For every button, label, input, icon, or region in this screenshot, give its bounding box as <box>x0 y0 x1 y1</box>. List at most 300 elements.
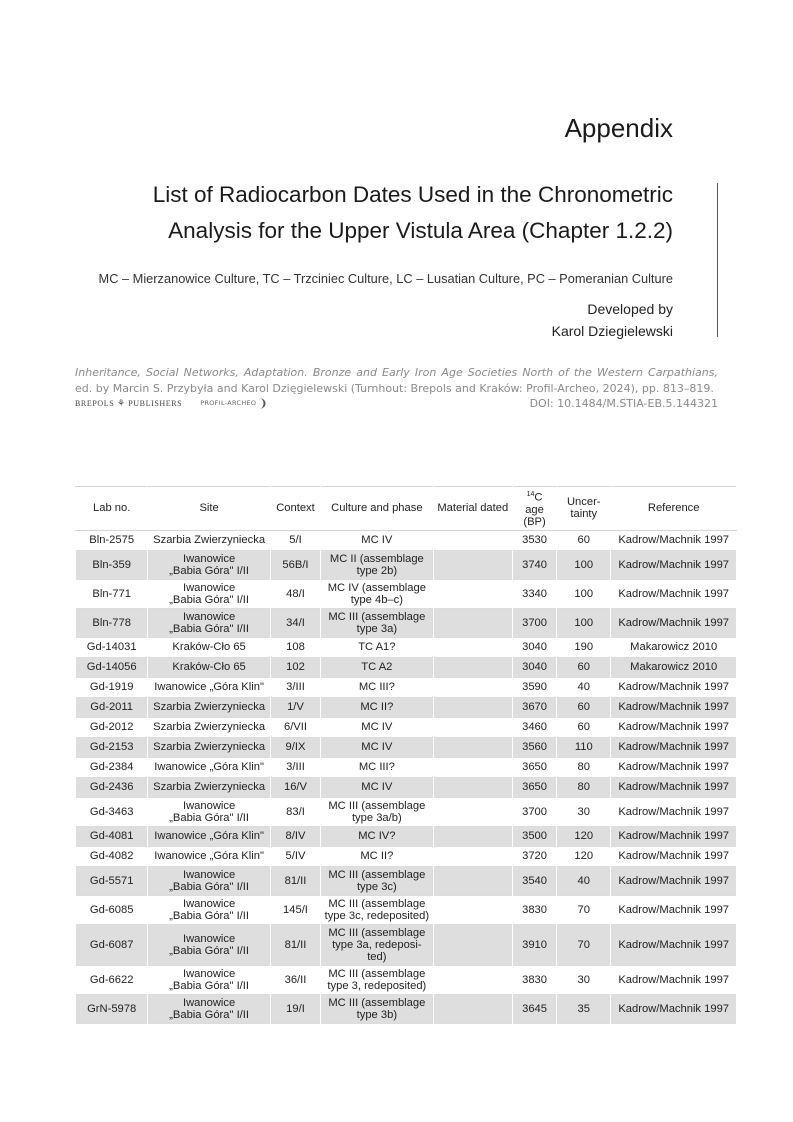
cell-lab-no <box>76 895 148 924</box>
cell-culture-phase-line: MC IV <box>361 781 393 794</box>
cell-site-line: „Babia Góra" I/II <box>169 944 250 957</box>
cell-context-line: 108 <box>286 641 305 654</box>
cell-material-dated <box>433 677 512 697</box>
cell-context <box>270 826 320 846</box>
cell-reference <box>611 608 737 637</box>
table-row <box>76 657 737 677</box>
cell-culture-phase <box>321 608 434 637</box>
cell-lab-no-line: Bln-771 <box>92 587 131 600</box>
cell-culture-phase-line: MC III (assemblage <box>328 996 426 1009</box>
cell-context-line: 145/I <box>283 903 308 916</box>
cell-lab-no <box>76 777 148 797</box>
cell-c14-age-line: 3500 <box>522 830 547 843</box>
cell-material-dated <box>433 826 512 846</box>
cell-culture-phase-line: type 4b–c) <box>350 593 403 606</box>
cell-material-dated <box>433 994 512 1023</box>
cell-lab-no <box>76 579 148 608</box>
citation-block <box>75 365 718 412</box>
profil-archeo-name: PROFIL-ARCHEO <box>200 399 257 407</box>
cell-c14-age <box>512 657 556 677</box>
cell-context <box>270 550 320 579</box>
cell-uncertainty <box>557 846 611 866</box>
cell-context <box>270 777 320 797</box>
cell-culture-phase-line: type 3c) <box>356 880 397 893</box>
cell-culture-phase-line: MC III (assemblage <box>328 897 426 910</box>
cell-uncertainty <box>557 697 611 717</box>
cell-culture-phase <box>321 717 434 737</box>
cell-lab-no-line: Gd-6087 <box>89 938 134 951</box>
cell-site-line: Iwanowice <box>182 996 236 1009</box>
table-row <box>76 846 737 866</box>
cell-uncertainty-line: 30 <box>577 805 590 818</box>
cell-site-line: „Babia Góra" I/II <box>169 593 250 606</box>
cell-uncertainty <box>557 757 611 777</box>
cell-culture-phase-line: MC III (assemblage <box>328 799 426 812</box>
cell-context <box>270 717 320 737</box>
cell-uncertainty <box>557 777 611 797</box>
table-row <box>76 826 737 846</box>
cell-culture-phase <box>321 677 434 697</box>
cell-uncertainty <box>557 579 611 608</box>
cell-culture-phase <box>321 895 434 924</box>
abbreviations-note: MC – Mierzanowice Culture, TC – Trzciniec Culture, LC – Lusatian Culture, PC – Pomeranian Culture <box>98 271 673 286</box>
cell-c14-age <box>512 994 556 1023</box>
cell-c14-age <box>512 579 556 608</box>
cell-material-dated <box>433 895 512 924</box>
cell-reference <box>611 737 737 757</box>
cell-site-line: Kraków-Cło 65 <box>172 641 246 654</box>
cell-site <box>148 530 271 550</box>
cell-culture-phase-line: MC IV? <box>358 830 396 843</box>
cell-c14-age <box>512 608 556 637</box>
cell-site-line: Iwanowice <box>182 868 236 881</box>
cell-reference <box>611 924 737 965</box>
table-row <box>76 677 737 697</box>
cell-site <box>148 608 271 637</box>
cell-site <box>148 994 271 1023</box>
cell-c14-age <box>512 677 556 697</box>
cell-context <box>270 737 320 757</box>
cell-reference-line: Kadrow/Machnik 1997 <box>618 830 730 843</box>
cell-context <box>270 637 320 657</box>
cell-c14-age-line: 3340 <box>522 587 547 600</box>
cell-site <box>148 777 271 797</box>
cell-reference <box>611 826 737 846</box>
cell-site-line: Iwanowice <box>182 581 236 594</box>
cell-c14-age <box>512 797 556 826</box>
cell-material-dated <box>433 866 512 895</box>
cell-culture-phase-line: MC III? <box>358 761 395 774</box>
cell-site-line: „Babia Góra" I/II <box>169 622 250 635</box>
cell-uncertainty-line: 60 <box>577 661 590 674</box>
cell-site-line: Szarbia Zwierzyniecka <box>153 721 266 734</box>
cell-context <box>270 797 320 826</box>
cell-c14-age-line: 3700 <box>522 616 547 629</box>
cell-site-line: Iwanowice „Góra Klin" <box>154 681 264 694</box>
cell-reference <box>611 550 737 579</box>
header-uncertainty-line2: tainty <box>570 508 598 521</box>
cell-site-line: „Babia Góra" I/II <box>169 979 250 992</box>
cell-c14-age <box>512 737 556 757</box>
cell-site <box>148 924 271 965</box>
cell-uncertainty-line: 110 <box>574 741 593 754</box>
profil-archeo-emblem-icon: ❩ <box>258 397 268 410</box>
cell-lab-no-line: GrN-5978 <box>87 1002 137 1015</box>
cell-site <box>148 697 271 717</box>
cell-site-line: „Babia Góra" I/II <box>169 564 250 577</box>
cell-material-dated <box>433 757 512 777</box>
cell-site-line: „Babia Góra" I/II <box>169 880 250 893</box>
cell-lab-no-line: Gd-2011 <box>90 701 134 714</box>
cell-context-line: 3/III <box>286 761 305 774</box>
cell-reference-line: Kadrow/Machnik 1997 <box>618 903 730 916</box>
cell-lab-no <box>76 826 148 846</box>
cell-uncertainty-line: 190 <box>574 641 594 654</box>
cell-reference <box>611 757 737 777</box>
cell-reference-line: Kadrow/Machnik 1997 <box>618 973 730 986</box>
cell-lab-no-line: Bln-2575 <box>89 534 135 547</box>
cell-c14-age <box>512 550 556 579</box>
cell-material-dated <box>433 657 512 677</box>
table-row <box>76 797 737 826</box>
cell-site-line: Iwanowice <box>182 967 236 980</box>
cell-reference-line: Kadrow/Machnik 1997 <box>618 1002 730 1015</box>
profil-archeo-logo <box>200 396 268 412</box>
cell-lab-no-line: Gd-2153 <box>89 741 134 754</box>
cell-reference-line: Kadrow/Machnik 1997 <box>618 701 730 714</box>
cell-culture-phase-line: type 3, redeposited) <box>327 979 427 992</box>
cell-uncertainty-line: 70 <box>577 903 590 916</box>
cell-culture-phase <box>321 637 434 657</box>
cell-reference <box>611 717 737 737</box>
cell-context <box>270 866 320 895</box>
cell-reference <box>611 994 737 1023</box>
cell-uncertainty <box>557 994 611 1023</box>
cell-context <box>270 924 320 965</box>
table-row <box>76 737 737 757</box>
cell-material-dated <box>433 550 512 579</box>
cell-lab-no <box>76 757 148 777</box>
cell-culture-phase-line: TC A2 <box>361 661 393 674</box>
brepols-suffix: PUBLISHERS <box>128 399 183 408</box>
vertical-rule <box>717 183 718 337</box>
cell-uncertainty <box>557 550 611 579</box>
cell-material-dated <box>433 637 512 657</box>
cell-reference <box>611 866 737 895</box>
cell-reference <box>611 965 737 994</box>
cell-context-line: 16/V <box>283 781 307 794</box>
cell-lab-no <box>76 717 148 737</box>
cell-uncertainty-line: 40 <box>577 681 590 694</box>
cell-c14-age-line: 3645 <box>522 1002 547 1015</box>
cell-uncertainty-line: 120 <box>574 850 594 863</box>
cell-lab-no-line: Gd-2012 <box>89 721 134 734</box>
cell-site <box>148 895 271 924</box>
table-row <box>76 895 737 924</box>
header-culture-phase: Culture and phase <box>321 487 434 531</box>
cell-c14-age <box>512 717 556 737</box>
cell-culture-phase <box>321 924 434 965</box>
table-header <box>76 487 737 531</box>
cell-uncertainty <box>557 657 611 677</box>
cell-culture-phase <box>321 994 434 1023</box>
cell-site-line: Kraków-Cło 65 <box>172 661 246 674</box>
cell-site-line: „Babia Góra" I/II <box>169 909 250 922</box>
cell-culture-phase-line: type 3a) <box>356 622 398 635</box>
cell-material-dated <box>433 777 512 797</box>
cell-site <box>148 797 271 826</box>
header-lab-no: Lab no. <box>76 487 148 531</box>
cell-c14-age <box>512 637 556 657</box>
cell-reference-line: Kadrow/Machnik 1997 <box>618 534 730 547</box>
cell-context-line: 83/I <box>286 805 305 818</box>
header-site: Site <box>148 487 271 531</box>
header-uncertainty-line1: Uncer- <box>566 496 601 509</box>
table-row <box>76 608 737 637</box>
cell-c14-age <box>512 697 556 717</box>
cell-culture-phase <box>321 657 434 677</box>
cell-material-dated <box>433 737 512 757</box>
cell-material-dated <box>433 846 512 866</box>
cell-culture-phase-line: MC III (assemblage <box>328 926 426 939</box>
table-row <box>76 866 737 895</box>
cell-context-line: 36/II <box>284 973 307 986</box>
cell-reference-line: Kadrow/Machnik 1997 <box>618 850 730 863</box>
cell-culture-phase-line: MC III (assemblage <box>328 868 426 881</box>
title-line-2: Analysis for the Upper Vistula Area (Chapter 1.2.2) <box>168 218 673 243</box>
cell-context-line: 6/VII <box>283 721 307 734</box>
cell-uncertainty <box>557 866 611 895</box>
table-row <box>76 777 737 797</box>
cell-uncertainty <box>557 924 611 965</box>
doi-text: DOI: 10.1484/M.STIA-EB.5.144321 <box>529 397 718 410</box>
cell-context <box>270 994 320 1023</box>
author-name: Karol Dziegielewski <box>551 323 673 339</box>
header-c14-line1: C age <box>525 491 544 516</box>
cell-reference-line: Kadrow/Machnik 1997 <box>618 761 730 774</box>
author-block <box>552 298 673 342</box>
cell-c14-age <box>512 866 556 895</box>
cell-c14-age <box>512 846 556 866</box>
cell-reference <box>611 579 737 608</box>
cell-context <box>270 757 320 777</box>
cell-site-line: Szarbia Zwierzyniecka <box>153 741 266 754</box>
cell-culture-phase-line: type 3a, redeposi- <box>332 938 422 951</box>
cell-reference-line: Kadrow/Machnik 1997 <box>618 681 730 694</box>
cell-uncertainty-line: 80 <box>577 781 590 794</box>
cell-site <box>148 737 271 757</box>
cell-uncertainty <box>557 530 611 550</box>
table-row <box>76 579 737 608</box>
cell-reference <box>611 895 737 924</box>
cell-culture-phase-line: type 3a/b) <box>351 811 402 824</box>
cell-c14-age-line: 3040 <box>522 661 547 674</box>
cell-culture-phase <box>321 846 434 866</box>
cell-uncertainty <box>557 895 611 924</box>
cell-site <box>148 677 271 697</box>
cell-context-line: 9/IX <box>285 741 306 754</box>
cell-context-line: 34/I <box>286 616 305 629</box>
cell-site-line: Szarbia Zwierzyniecka <box>153 781 266 794</box>
cell-site <box>148 657 271 677</box>
cell-context-line: 81/II <box>284 874 307 887</box>
cell-c14-age-line: 3530 <box>522 534 547 547</box>
cell-context <box>270 895 320 924</box>
cell-uncertainty-line: 100 <box>574 558 594 571</box>
cell-lab-no-line: Gd-14031 <box>86 641 137 654</box>
cell-reference-line: Kadrow/Machnik 1997 <box>618 781 730 794</box>
cell-c14-age <box>512 826 556 846</box>
cell-reference <box>611 797 737 826</box>
cell-reference-line: Kadrow/Machnik 1997 <box>618 938 730 951</box>
cell-lab-no-line: Gd-1919 <box>89 681 134 694</box>
cell-culture-phase-line: MC III? <box>358 681 395 694</box>
cell-uncertainty <box>557 737 611 757</box>
cell-material-dated <box>433 797 512 826</box>
table-row <box>76 924 737 965</box>
brepols-emblem-icon: ⚘ <box>116 398 126 408</box>
publisher-doi-row <box>75 396 718 412</box>
cell-site-line: Iwanowice „Góra Klin" <box>154 830 264 843</box>
cell-context <box>270 608 320 637</box>
citation-line-1: Inheritance, Social Networks, Adaptation. Bronze and Early Iron Age Societies North of the Western Carpathians, <box>75 366 718 379</box>
cell-reference <box>611 697 737 717</box>
cell-uncertainty-line: 35 <box>577 1002 590 1015</box>
cell-culture-phase-line: type 2b) <box>356 564 398 577</box>
cell-culture-phase-line: MC III (assemblage <box>328 610 426 623</box>
cell-context <box>270 657 320 677</box>
cell-lab-no <box>76 637 148 657</box>
cell-c14-age <box>512 530 556 550</box>
cell-uncertainty-line: 70 <box>577 938 590 951</box>
cell-uncertainty-line: 80 <box>577 761 590 774</box>
cell-c14-age-line: 3740 <box>522 558 547 571</box>
cell-site <box>148 866 271 895</box>
cell-reference-line: Kadrow/Machnik 1997 <box>618 741 730 754</box>
cell-material-dated <box>433 579 512 608</box>
cell-c14-age <box>512 777 556 797</box>
cell-context <box>270 697 320 717</box>
cell-lab-no <box>76 846 148 866</box>
cell-culture-phase-line: MC II (assemblage <box>329 552 424 565</box>
cell-culture-phase-line: MC IV <box>361 741 393 754</box>
cell-culture-phase <box>321 757 434 777</box>
cell-c14-age-line: 3560 <box>522 741 547 754</box>
cell-lab-no <box>76 550 148 579</box>
cell-c14-age-line: 3460 <box>522 721 547 734</box>
header-material-dated: Material dated <box>433 487 512 531</box>
cell-lab-no-line: Bln-778 <box>92 616 131 629</box>
cell-site-line: Szarbia Zwierzyniecka <box>153 701 266 714</box>
cell-uncertainty <box>557 826 611 846</box>
cell-site-line: Iwanowice <box>182 552 236 565</box>
cell-culture-phase-line: type 3b) <box>356 1008 398 1021</box>
cell-reference <box>611 530 737 550</box>
cell-culture-phase <box>321 550 434 579</box>
cell-site <box>148 965 271 994</box>
cell-culture-phase <box>321 965 434 994</box>
cell-site-line: Iwanowice „Góra Klin" <box>154 850 264 863</box>
cell-culture-phase-line: MC IV (assemblage <box>327 581 426 594</box>
cell-lab-no <box>76 965 148 994</box>
cell-context <box>270 579 320 608</box>
cell-uncertainty <box>557 637 611 657</box>
header-c14-line2: (BP) <box>523 515 546 528</box>
cell-culture-phase <box>321 826 434 846</box>
table-row <box>76 717 737 737</box>
cell-site-line: Szarbia Zwierzyniecka <box>153 534 266 547</box>
cell-material-dated <box>433 965 512 994</box>
cell-culture-phase-line: ted) <box>367 950 387 963</box>
cell-c14-age-line: 3650 <box>522 781 547 794</box>
cell-reference-line: Kadrow/Machnik 1997 <box>618 805 730 818</box>
cell-site <box>148 717 271 737</box>
cell-c14-age-line: 3040 <box>522 641 547 654</box>
cell-culture-phase-line: MC IV <box>361 534 393 547</box>
table-row <box>76 697 737 717</box>
cell-context-line: 56B/I <box>282 558 309 571</box>
cell-material-dated <box>433 530 512 550</box>
cell-lab-no <box>76 697 148 717</box>
cell-lab-no <box>76 994 148 1023</box>
cell-reference <box>611 657 737 677</box>
cell-culture-phase-line: MC III (assemblage <box>328 967 426 980</box>
table-body <box>76 530 737 1023</box>
table-row <box>76 965 737 994</box>
cell-material-dated <box>433 717 512 737</box>
cell-site <box>148 579 271 608</box>
cell-site-line: Iwanowice <box>182 932 236 945</box>
cell-context-line: 19/I <box>286 1002 305 1015</box>
cell-reference-line: Kadrow/Machnik 1997 <box>618 616 730 629</box>
cell-c14-age-line: 3670 <box>522 701 547 714</box>
cell-reference-line: Kadrow/Machnik 1997 <box>618 721 730 734</box>
cell-reference-line: Kadrow/Machnik 1997 <box>618 874 730 887</box>
cell-site-line: Iwanowice <box>182 799 236 812</box>
cell-uncertainty-line: 60 <box>577 701 590 714</box>
cell-context-line: 1/V <box>287 701 304 714</box>
cell-context-line: 5/IV <box>285 850 306 863</box>
cell-lab-no-line: Gd-5571 <box>89 874 134 887</box>
brepols-name: BREPOLS <box>75 399 115 408</box>
cell-context-line: 8/IV <box>285 830 306 843</box>
cell-context-line: 48/I <box>286 587 305 600</box>
cell-c14-age-line: 3830 <box>522 903 547 916</box>
cell-lab-no <box>76 530 148 550</box>
cell-lab-no-line: Gd-3463 <box>89 805 134 818</box>
cell-culture-phase <box>321 797 434 826</box>
cell-culture-phase <box>321 866 434 895</box>
cell-culture-phase <box>321 530 434 550</box>
header-reference: Reference <box>611 487 737 531</box>
cell-lab-no <box>76 737 148 757</box>
cell-c14-age-line: 3540 <box>522 874 547 887</box>
cell-reference <box>611 846 737 866</box>
cell-site <box>148 550 271 579</box>
header-context: Context <box>270 487 320 531</box>
cell-lab-no-line: Gd-2436 <box>89 781 134 794</box>
cell-uncertainty-line: 100 <box>574 616 594 629</box>
cell-reference-line: Makarowicz 2010 <box>630 661 718 674</box>
cell-lab-no <box>76 657 148 677</box>
cell-c14-age <box>512 965 556 994</box>
cell-culture-phase-line: type 3c, redeposited) <box>324 909 430 922</box>
cell-context <box>270 530 320 550</box>
cell-uncertainty-line: 30 <box>577 973 590 986</box>
cell-site <box>148 826 271 846</box>
cell-uncertainty <box>557 797 611 826</box>
title-line-1: List of Radiocarbon Dates Used in the Chronometric <box>152 182 673 207</box>
